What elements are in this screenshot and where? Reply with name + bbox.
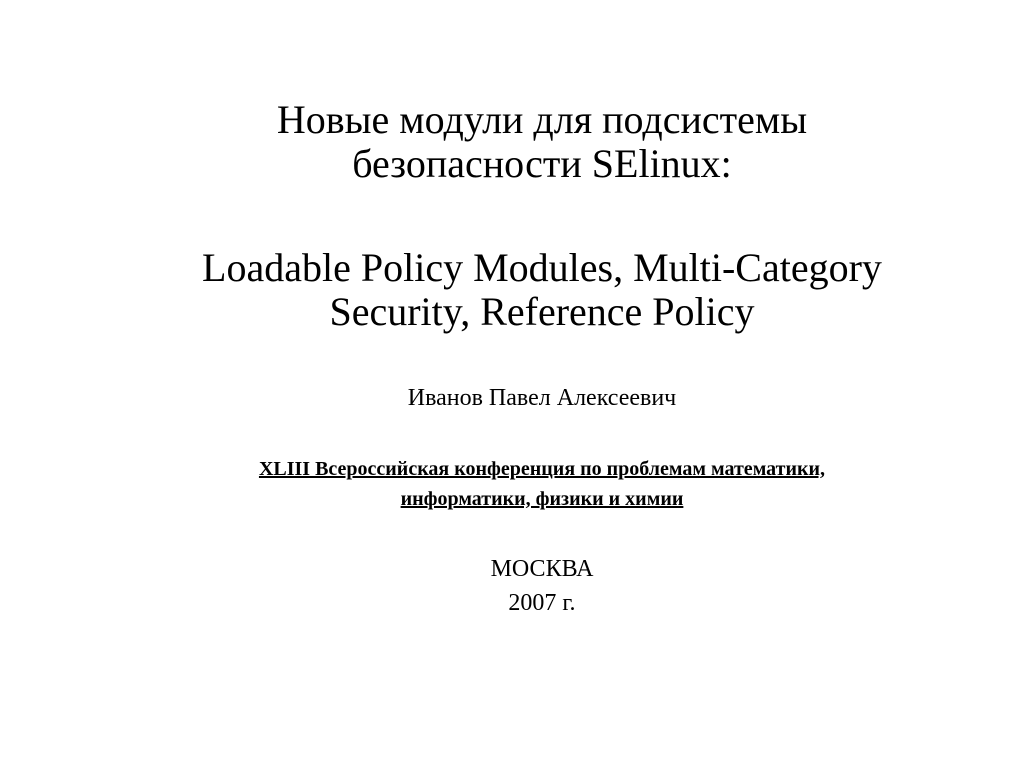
year-text: 2007 г.: [508, 590, 576, 616]
author-name: Иванов Павел Алексеевич: [407, 385, 677, 411]
slide-title-english: [140, 246, 944, 334]
conference-line-2: информатики, физики и химии: [400, 488, 684, 510]
city-name: МОСКВА: [490, 556, 594, 582]
conference-line-1: XLIII Всероссийская конференция по проблемам математики,: [258, 458, 826, 480]
title-en-line-1: Loadable Policy Modules, Multi-Category: [202, 245, 882, 290]
slide-title-russian: [190, 98, 894, 186]
conference-name: [140, 454, 944, 514]
title-ru-line-2: безопасности SElinux:: [352, 141, 732, 186]
title-en-line-2: Security, Reference Policy: [329, 289, 755, 334]
title-ru-line-1: Новые модули для подсистемы: [276, 97, 808, 142]
